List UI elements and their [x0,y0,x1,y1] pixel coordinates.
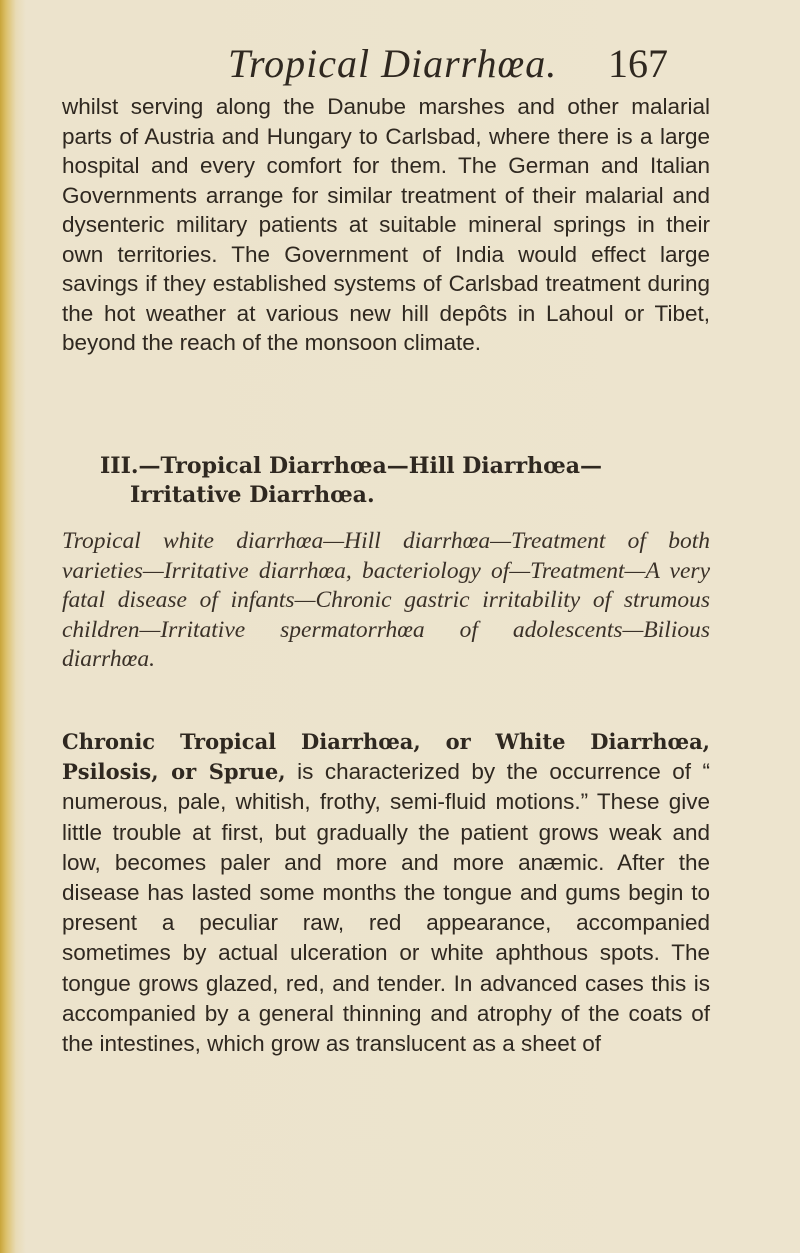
running-head: Tropical Diarrhœa. [228,41,558,86]
main-paragraph-body: is characterized by the occurrence of “ numerous, pale, whitish, frothy, semi-fluid motions.” These give little trouble at first, but gradually the patient grows weak and low, becomes paler and more and more anæmic. After the disease has lasted some months the tongue and gums begin to present a peculiar raw, red appearance, accompanied sometimes by actual ulceration or white aphthous spots. The tongue grows glazed, red, and tender. In advanced cases this is accompanied by a general thinning and atrophy of the coats of the intestines, which grow as translucent as a sheet of [62,759,710,1057]
section-heading [100,452,700,510]
main-paragraph [62,727,710,1059]
page-header [0,40,800,90]
section-heading-line1: III.—Tropical Diarrhœa—Hill Diarrhœa— [100,453,602,479]
page-number: 167 [608,41,668,86]
intro-paragraph: whilst serving along the Danube marshes and other malarial parts of Austria and Hungary to Carlsbad, where there is a large hospital and every comfort for them. The German and Italian Governments arrange for similar treatment of their malarial and dysenteric military patients at suitable mineral springs in their own territories. The Government of India would effect large savings if they established systems of Carlsbad treatment during the hot weather at various new hill depôts in Lahoul or Tibet, beyond the reach of the monsoon climate. [62,94,710,355]
main-paragraph-lead: Chronic Tropical Diarrhœa, or White Diarrhœa, Psilosis, or Sprue, [62,729,710,785]
section-heading-line2: Irritative Diarrhœa. [130,482,375,508]
section-synopsis: Tropical white diarrhœa—Hill diarrhœa—Treatment of both varieties—Irritative diarrhœa, bacteriology of—Treatment—A very fatal disease of infants—Chronic gastric irritability of strumous children—Irritative spermatorrhœa of adolescents—Bilious diarrhœa. [62,528,710,672]
